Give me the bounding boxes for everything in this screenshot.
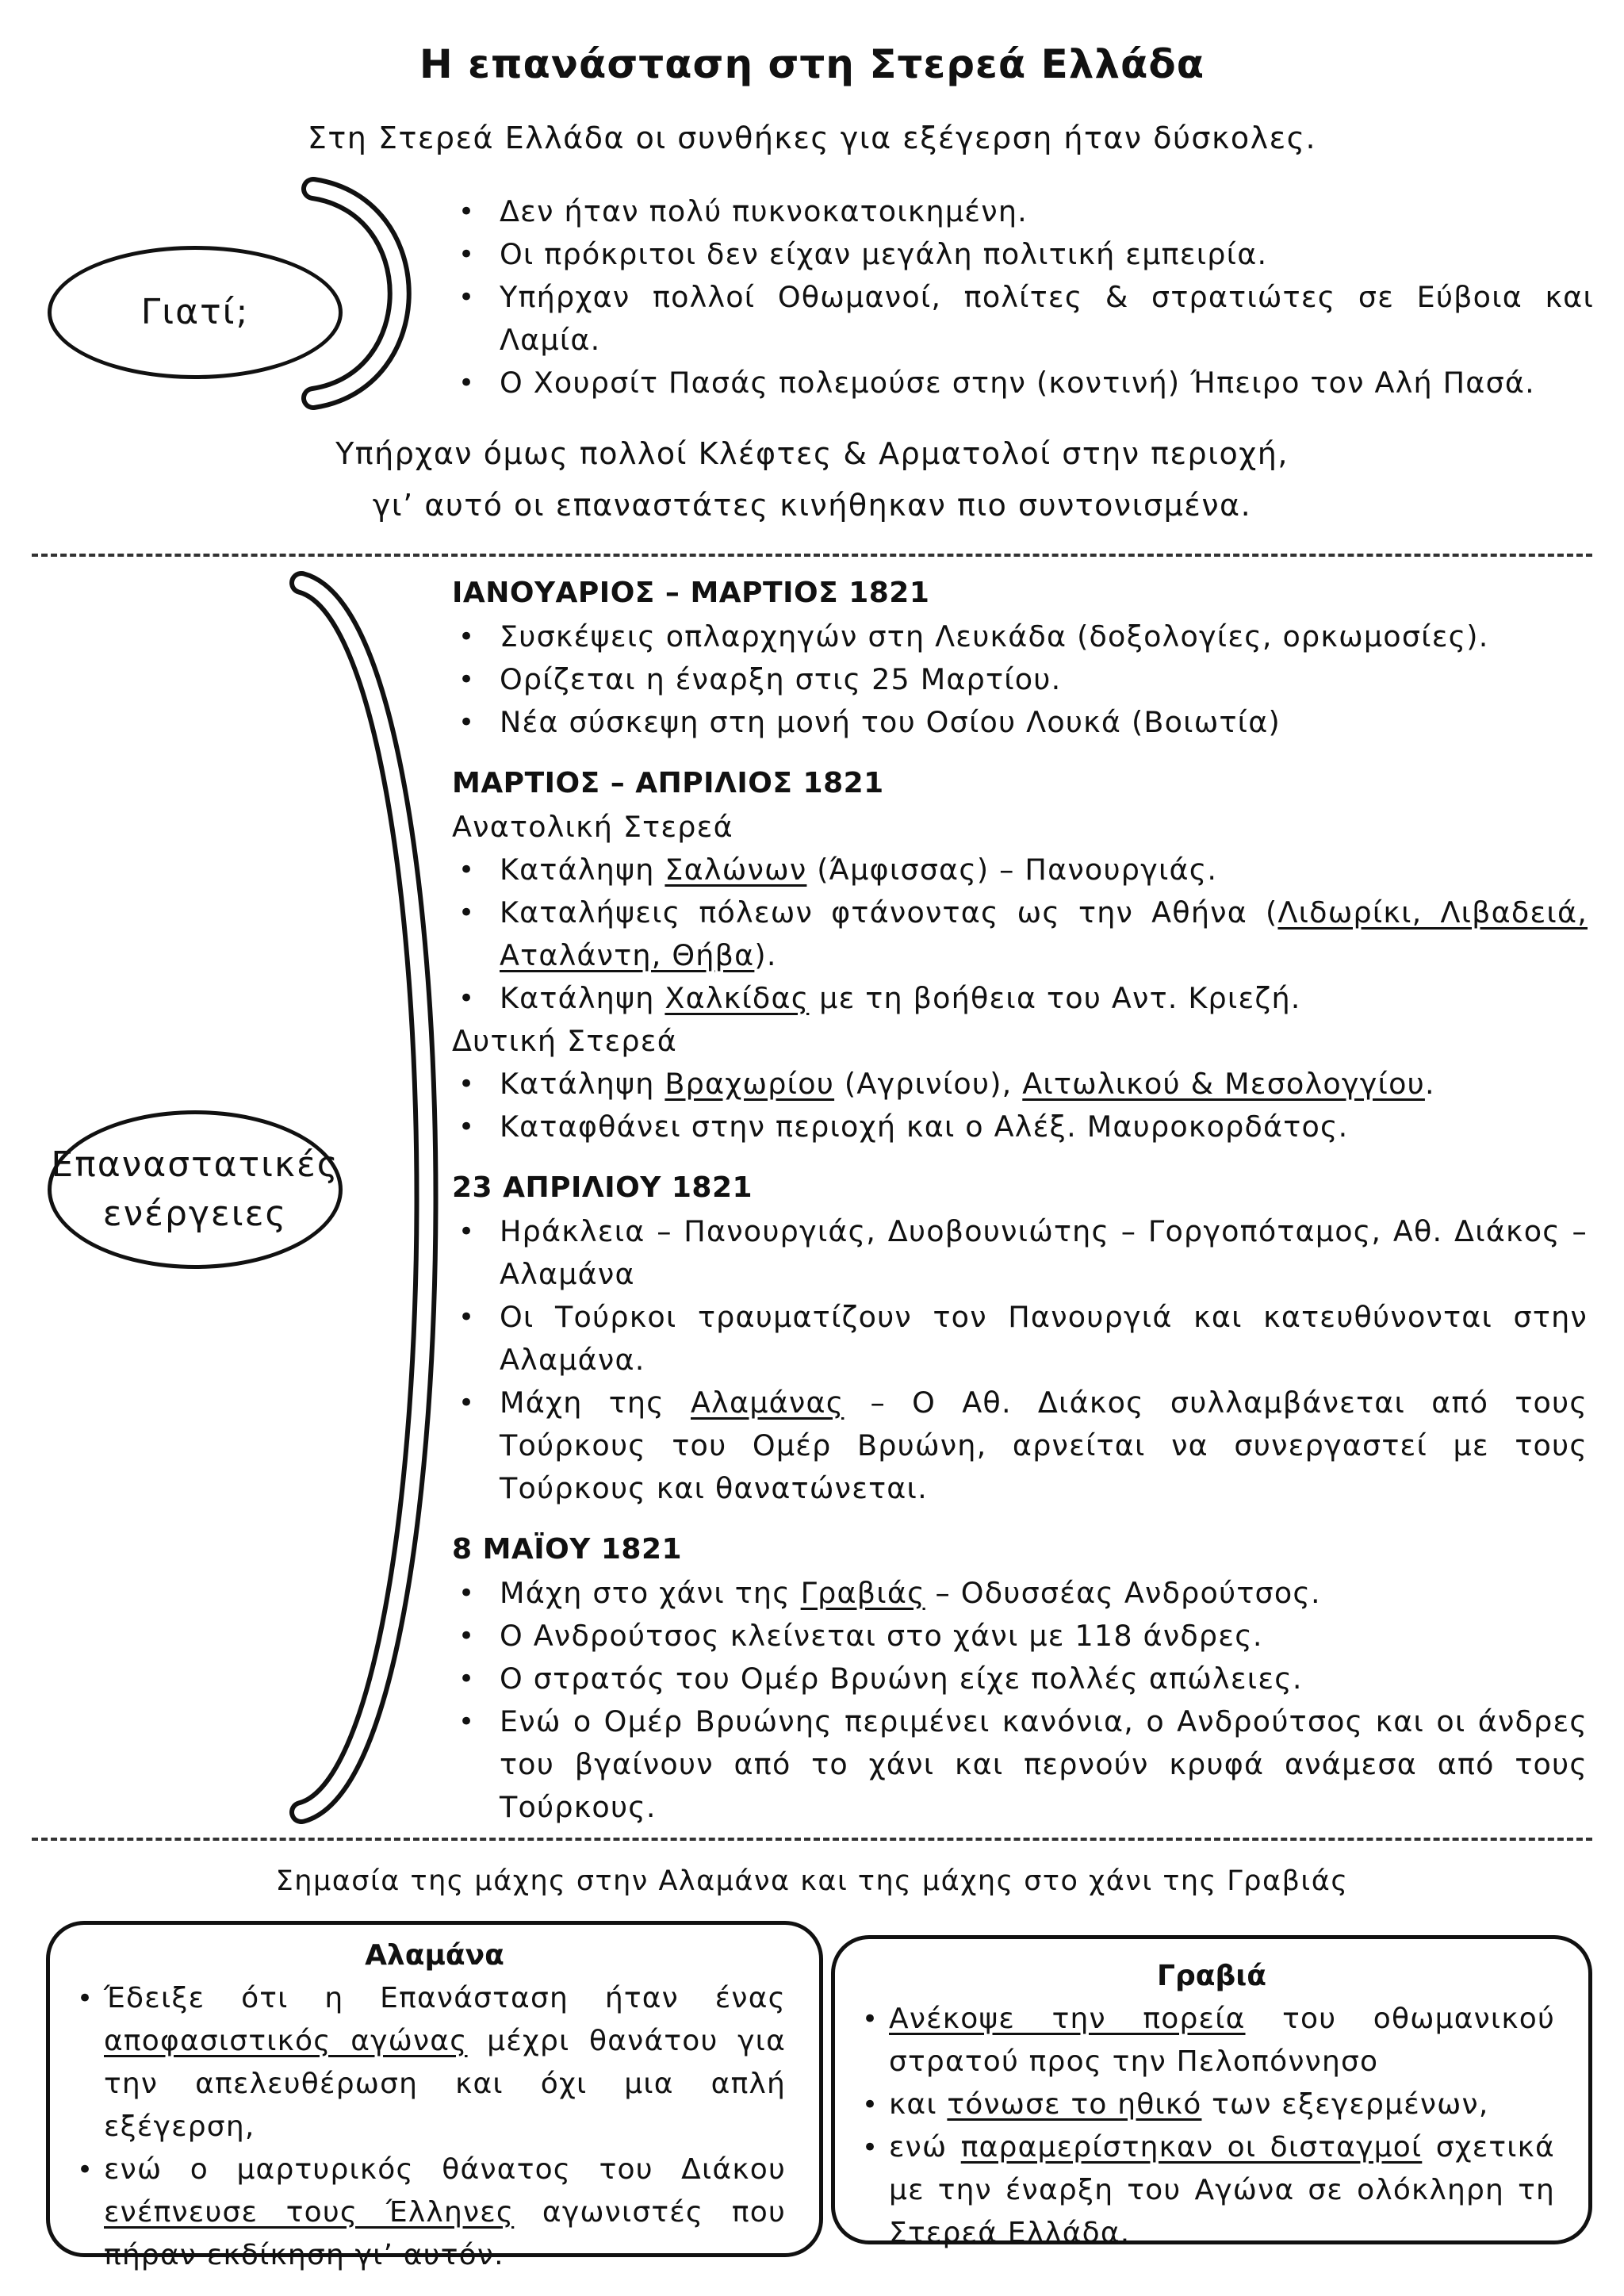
actions-oval-line2: ενέργειες [102,1194,288,1234]
subheading-west: Δυτική Στερεά [452,1024,677,1058]
significance-title: Σημασία της μάχης στην Αλαμάνα και της μάχης στο χάνι της Γραβιάς [275,1865,1349,1897]
list-item: • Συσκέψεις οπλαρχηγών στη Λευκάδα (δοξολογίες, ορκωμοσίες). [452,615,1588,658]
list-item: • Ηράκλεια – Πανουργιάς, Δυοβουνιώτης – Γοργοπόταμος, Αθ. Διάκος – Αλαμάνα [452,1210,1588,1296]
page-title: Η επανάσταση στη Στερεά Ελλάδα [419,41,1205,87]
list-item: • και τόνωσε το ηθικό των εξεγερμένων, [868,2083,1555,2126]
list-item: • Ο στρατός του Ομέρ Βρυώνη είχε πολλές απώλειες. [452,1658,1588,1700]
however-line-1: Υπήρχαν όμως πολλοί Κλέφτες & Αρματολοί στην περιοχή, [335,436,1289,471]
list-item: • Οι Τούρκοι τραυματίζουν τον Πανουργιά και κατευθύνονται στην Αλαμάνα. [452,1296,1588,1382]
list-item: • Ανέκοψε την πορεία του οθωμανικού στρατού προς την Πελοπόννησο [868,1998,1555,2083]
list-item: • Ο Ανδρούτσος κλείνεται στο χάνι με 118 άνδρες. [452,1615,1588,1658]
why-oval [48,246,343,379]
actions-bracket [278,563,476,1832]
list-item: • ενώ ο μαρτυρικός θάνατος του Διάκου ενέπνευσε τους Έλληνες αγωνιστές που πήραν εκδίκηση γι’ αυτόν. [83,2148,786,2277]
divider [32,1838,1592,1841]
s1-list [452,615,1588,744]
list-item: • Ενώ ο Ομέρ Βρυώνης περιμένει κανόνια, ο Ανδρούτσος και οι άνδρες του βγαίνουν από το χάνι και περνούν κρυφά ανάμεσα από τους Τούρκους. [452,1700,1588,1829]
s2-west-list [452,1063,1588,1148]
section-header: 23 ΑΠΡΙΛΙΟΥ 1821 [452,1171,753,1204]
why-oval-label: Γιατί; [140,292,250,333]
list-item: • Νέα σύσκεψη στη μονή του Οσίου Λουκά (Βοιωτία) [452,701,1588,744]
list-item: • Κατάληψη Σαλώνων (Άμφισσας) – Πανουργιάς. [452,849,1588,891]
why-list [452,190,1594,404]
list-item: • Έδειξε ότι η Επανάσταση ήταν ένας αποφασιστικός αγώνας μέχρι θανάτου για την απελευθέρωση και όχι μια απλή εξέγερση, [83,1977,786,2148]
section-header: ΜΑΡΤΙΟΣ – ΑΠΡΙΛΙΟΣ 1821 [452,767,884,799]
list-item: • Ορίζεται η έναρξη στις 25 Μαρτίου. [452,658,1588,701]
actions-content [452,571,1588,1829]
list-item: • Καταφθάνει στην περιοχή και ο Αλέξ. Μαυροκορδάτος. [452,1106,1588,1148]
gravia-list [868,1998,1555,2255]
s3-list [452,1210,1588,1510]
actions-oval-line1: Επαναστατικές [51,1144,339,1186]
gravia-box [831,1935,1592,2249]
why-item: • Δεν ήταν πολύ πυκνοκατοικημένη. [452,190,1594,233]
why-item: • Οι πρόκριτοι δεν είχαν μεγάλη πολιτική εμπειρία. [452,233,1594,276]
list-item: • Κατάληψη Βραχωρίου (Αγρινίου), Αιτωλικού & Μεσολογγίου. [452,1063,1588,1106]
gravia-title: Γραβιά [1157,1960,1266,1992]
why-bracket [301,174,460,412]
list-item: • Μάχη της Αλαμάνας – Ο Αθ. Διάκος συλλαμβάνεται από τους Τούρκους του Ομέρ Βρυώνη, αρνείται να συνεργαστεί με τους Τούρκους και θανατώνεται. [452,1382,1588,1510]
however-line-2: γι’ αυτό οι επαναστάτες κινήθηκαν πιο συντονισμένα. [372,488,1252,523]
divider [32,554,1592,557]
alamana-box [46,1921,823,2271]
intro-text: Στη Στερεά Ελλάδα οι συνθήκες για εξέγερση ήταν δύσκολες. [307,121,1317,155]
s4-list [452,1572,1588,1829]
alamana-title: Αλαμάνα [365,1939,504,1972]
subheading-east: Ανατολική Στερεά [452,810,733,844]
why-item: • Υπήρχαν πολλοί Οθωμανοί, πολίτες & στρατιώτες σε Εύβοια και Λαμία. [452,276,1594,362]
alamana-list [83,1977,786,2277]
list-item: • Καταλήψεις πόλεων φτάνοντας ως την Αθήνα (Λιδωρίκι, Λιβαδειά, Αταλάντη, Θήβα). [452,891,1588,977]
list-item: • Μάχη στο χάνι της Γραβιάς – Οδυσσέας Ανδρούτσος. [452,1572,1588,1615]
why-item: • Ο Χουρσίτ Πασάς πολεμούσε στην (κοντινή) Ήπειρο τον Αλή Πασά. [452,362,1594,404]
section-header: 8 ΜΑΪΟΥ 1821 [452,1533,683,1566]
s2-east-list [452,849,1588,1020]
list-item: • Κατάληψη Χαλκίδας με τη βοήθεια του Αντ. Κριεζή. [452,977,1588,1020]
list-item: • ενώ παραμερίστηκαν οι δισταγμοί σχετικά με την έναρξη του Αγώνα σε ολόκληρη τη Στερεά Ελλάδα. [868,2126,1555,2255]
section-header: ΙΑΝΟΥΑΡΙΟΣ – ΜΑΡΤΙΟΣ 1821 [452,577,930,609]
